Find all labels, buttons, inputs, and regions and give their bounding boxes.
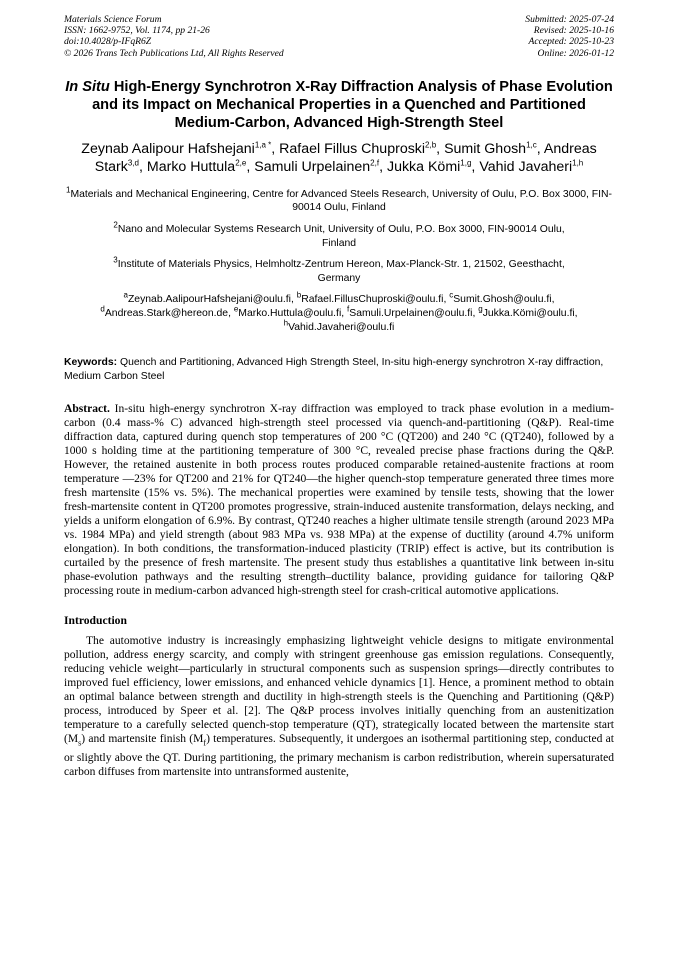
dates-info [525,14,614,59]
introduction-paragraph: The automotive industry is increasingly emphasizing lightweight vehicle designs to mitigate environmental pollution, address energy scarcity, and comply with stringent greenhouse gas emission regulations. Consequently, reducing vehicle weight—particularly in structural components such as suspension springs—directly contributes to improved fuel efficiency, lower emissions, and enhanced vehicle dynamics [1]. Hence, a prominent method to obtain an optimal balance between strength and ductility in high-strength steels is the Quenching and Partitioning (Q&P) process, introduced by Speer et al. [2]. The Q&P process involves initially quenching from an austenitization temperature to a carefully selected quench-stop temperature (QT), strategically located between the martensite start $(M_s)$ and martensite finish $(M_f)$ temperatures. Subsequently, it undergoes an isothermal partitioning step, conducted at or slightly above the QT. During partitioning, the primary mechanism is carbon redistribution, wherein supersaturated carbon diffuses from martensite into untransformed austenite, [64,635,614,778]
affiliation-2: $^2$Nano and Molecular Systems Research Unit, University of Oulu, P.O. Box 3000, FIN-90014 Oulu, Finland [113,220,565,249]
author: Zeynab Aalipour Hafshejani$^{1,a *}$, [81,140,280,157]
keywords [64,356,614,383]
author: Rafael Fillus Chuproski$^{2,b}$, [279,140,445,157]
doi-line: doi:10.4028/p-IFqR6Z [64,36,152,48]
author: Samuli Urpelainen$^{2,f}$, [254,158,387,175]
author: Vahid Javaheri$^{1,h}$ [479,158,584,175]
affiliation-3: $^3$Institute of Materials Physics, Helmholtz-Zentrum Hereon, Max-Planck-Str. 1, 21502, Geesthacht, Germany [113,255,565,284]
paper-page [64,14,614,779]
accepted-date: Accepted: 2025-10-23 [528,36,614,48]
title-rest: High-Energy Synchrotron X-Ray Diffraction Analysis of Phase Evolution and its Impact on Mechanical Properties in a Quenched and Partitioned Medium-Carbon, Advanced High-Strength Steel [92,78,613,131]
email: $^h$Vahid.Javaheri@oulu.fi [283,318,395,333]
abstract-label: Abstract. [64,403,110,416]
author-list [64,140,614,176]
submitted-date: Submitted: 2025-07-24 [525,14,614,25]
author: Jukka Kömi$^{1,g}$, [386,158,480,175]
abstract [64,402,614,598]
journal-name: Materials Science Forum [64,14,162,25]
author: Marko Huttula$^{2,e}$, [146,158,251,175]
keywords-label: Keywords: [64,357,118,369]
online-date: Online: 2026-01-12 [537,47,614,59]
introduction-heading: Introduction [64,614,127,628]
issn-line: ISSN: 1662-9752, Vol. 1174, pp 21-26 [64,25,210,37]
affiliation-1: $^1$Materials and Mechanical Engineering, Centre for Advanced Steels Research, University of Oulu, P.O. Box 3000, FIN-90014 Oulu, Finland [66,185,612,214]
copyright-line: © 2026 Trans Tech Publications Ltd, All Rights Reserved [64,47,284,59]
affiliations [64,185,614,286]
email: $^f$Samuli.Urpelainen@oulu.fi, [347,304,476,319]
paper-title [64,78,614,132]
author: Andreas Stark$^{3,d}$, [94,140,597,175]
keywords-text: Quench and Partitioning, Advanced High Strength Steel, In-situ high-energy synchrotron X-ray diffraction, Medium Carbon Steel [64,357,604,382]
email: $^e$Marko.Huttula@oulu.fi, [233,304,348,319]
email: $^c$Sumit.Ghosh@oulu.fi, [449,290,555,306]
email: $^a$Zeynab.AalipourHafshejani@oulu.fi, [123,290,297,306]
abstract-text: In-situ high-energy synchrotron X-ray diffraction was employed to track phase evolution in a medium-carbon (0.4 mass-% C) advanced high-strength steel processed via quench-and-partitioning (Q&P). Real-time diffraction data, captured during quench stop temperatures of 200 °C (QT200) and 240 °C (QT240), followed by a 1000 s holding time at the partitioning temperature of 300 °C, revealed precise phase fractions during the Q&P. However, the retained austenite in both process routes produced comparable retained-austenite fractions at room temperature —23% for QT200 and 21% for QT240—the higher quench-stop temperature generated three times more fresh martensite (15% vs. 5%). The mechanical properties were examined by tensile tests, showing that the lower fresh-martensite content in QT200 promotes progressive, strain-induced austenite transformation, delays necking, and yields a uniform elongation of 6.9%. By contrast, QT240 reaches a higher ultimate tensile strength (around 2023 MPa vs. 1984 MPa) and yield strength (about 983 MPa vs. 938 MPa) at the expense of ductility (around 4.7% uniform elongation). In both conditions, the transformation-induced plasticity (TRIP) effect is active, but its contribution is curtailed by the presence of fresh martensite. The present study thus establishes a quantitative link between in-situ phase-evolution pathways and the resulting strength–ductility balance, providing guidance for tailoring Q&P processing route in medium-carbon advanced high-strength steel for crash-critical automotive applications. [64,403,614,598]
title-italic-lead: In Situ [65,78,110,95]
email-list [64,290,614,334]
email: $^b$Rafael.FillusChuproski@oulu.fi, [296,290,450,306]
journal-header [64,14,614,59]
publication-info [64,14,284,59]
email: $^g$Jukka.Kömi@oulu.fi, [478,304,578,319]
author: Sumit Ghosh$^{1,c}$, [444,140,544,157]
revised-date: Revised: 2025-10-16 [533,25,614,37]
email: $^d$Andreas.Stark@hereon.de, [100,304,234,319]
